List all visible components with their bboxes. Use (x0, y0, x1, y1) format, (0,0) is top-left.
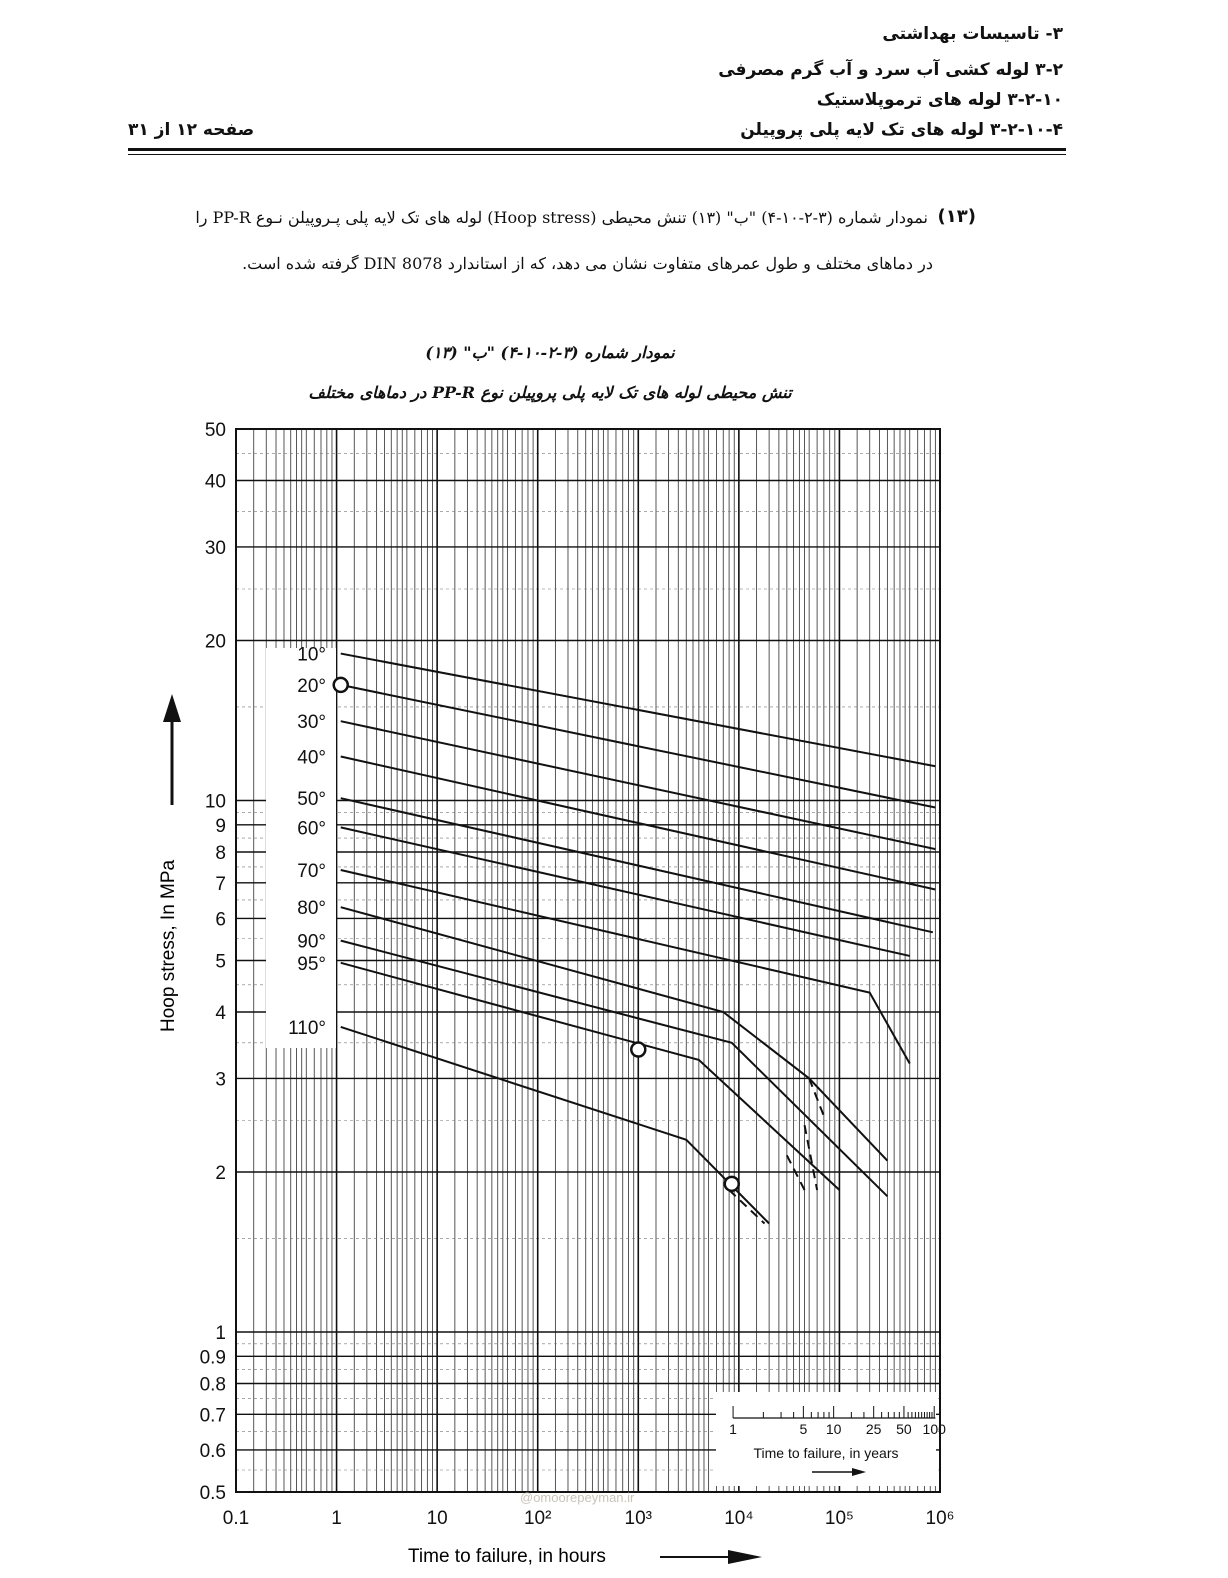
legend-label: 90° (297, 931, 326, 953)
y-tick-label: 4 (215, 1003, 226, 1025)
legend-label: 95° (297, 953, 326, 975)
series-dashed-tail-90 (805, 1125, 818, 1190)
y-tick-label: 30 (204, 537, 226, 559)
figure-caption-title: تنش محیطی لوله های تک لایه پلی پروپیلن نوع PP-R در دماهای مختلف (308, 383, 792, 402)
header-line-1: ۳- تاسیسات بهداشتی (882, 24, 1063, 44)
x-tick-label: 10⁴ (724, 1508, 754, 1529)
x-axis-ticks (223, 1508, 955, 1529)
paragraph-line-1: نمودار شماره (۳-۲-۱۰-۴) "ب" (۱۳) تنش محیطی (Hoop stress) لوله های تک لایه پلی پـروپیلن نـوع PP-R را (195, 208, 928, 227)
x-axis-arrow (660, 1550, 762, 1564)
header-line-4: ۳-۲-۱۰-۴ لوله های تک لایه پلی پروپیلن (740, 120, 1063, 140)
legend-label: 10° (297, 644, 326, 666)
legend-label: 40° (297, 747, 326, 769)
y-tick-label: 0.7 (199, 1405, 226, 1427)
x-tick-label: 1 (331, 1508, 342, 1529)
x-tick-label: 10 (426, 1508, 448, 1529)
paragraph-line-2: در دماهای مختلف و طول عمرهای متفاوت نشان می دهد، که از استاندارد DIN 8078 گرفته شده است. (242, 254, 933, 273)
series-line-50 (341, 798, 933, 932)
inset-tick-label: 10 (825, 1421, 842, 1437)
y-tick-label: 50 (204, 420, 226, 441)
y-tick-label: 7 (215, 873, 226, 895)
data-marker (725, 1177, 739, 1191)
inset-tick-label: 100 (922, 1421, 946, 1437)
watermark-text: @omoorepeyman.ir (520, 1490, 635, 1505)
y-tick-label: 40 (204, 471, 226, 493)
legend-label: 110° (288, 1017, 326, 1039)
y-axis-ticks (200, 420, 227, 1504)
y-tick-label: 5 (215, 951, 226, 973)
inset-tick-label: 1 (729, 1421, 737, 1437)
series-line-80 (341, 907, 888, 1161)
y-tick-label: 8 (215, 843, 226, 865)
data-marker (631, 1043, 645, 1057)
legend-label: 70° (297, 861, 326, 883)
y-tick-label: 0.6 (199, 1440, 226, 1462)
y-tick-label: 20 (204, 631, 226, 653)
legend-label: 20° (297, 675, 326, 697)
y-tick-label: 9 (215, 815, 226, 837)
inset-box (716, 1392, 946, 1486)
header-line-2: ۳-۲ لوله کشی آب سرد و آب گرم مصرفی (718, 60, 1063, 80)
y-tick-label: 2 (215, 1163, 226, 1185)
y-tick-label: 3 (215, 1069, 226, 1091)
page-number: صفحه ۱۲ از ۳۱ (128, 120, 255, 140)
inset-tick-label: 50 (896, 1421, 912, 1437)
paragraph-number: (۱۳) (937, 206, 976, 227)
y-axis-label: Hoop stress, In MPa (158, 859, 179, 1032)
x-tick-label: 10² (523, 1508, 552, 1529)
legend-label: 60° (297, 818, 326, 840)
y-tick-label: 0.8 (199, 1374, 226, 1396)
x-tick-label: 0.1 (222, 1508, 250, 1529)
y-tick-label: 1 (215, 1323, 226, 1345)
x-axis-label: Time to failure, in hours (408, 1546, 606, 1567)
legend-label: 50° (297, 789, 326, 811)
legend-label: 30° (297, 712, 326, 734)
x-tick-label: 10⁶ (925, 1508, 955, 1529)
legend-box (266, 648, 336, 1048)
header-line-3: ۳-۲-۱۰ لوله های ترموپلاستیک (816, 90, 1063, 110)
series-dashed-tail-80 (809, 1078, 824, 1116)
inset-label: Time to failure, in years (753, 1445, 899, 1461)
series-line-70 (341, 870, 910, 1064)
y-tick-label: 6 (215, 909, 226, 931)
figure-caption-number: نمودار شماره (۳-۲-۱۰-۴) "ب" (۱۳) (425, 343, 675, 362)
series-line-110 (341, 1027, 769, 1224)
y-axis-arrow (163, 694, 181, 805)
y-tick-label: 10 (204, 791, 226, 813)
x-tick-label: 10⁵ (824, 1508, 854, 1529)
data-marker (334, 678, 348, 692)
inset-tick-label: 25 (865, 1421, 882, 1437)
y-tick-label: 0.9 (199, 1347, 226, 1369)
legend-label: 80° (297, 898, 326, 920)
inset-tick-label: 5 (799, 1421, 808, 1437)
x-tick-label: 10³ (624, 1508, 653, 1529)
y-tick-label: 0.5 (199, 1483, 226, 1504)
